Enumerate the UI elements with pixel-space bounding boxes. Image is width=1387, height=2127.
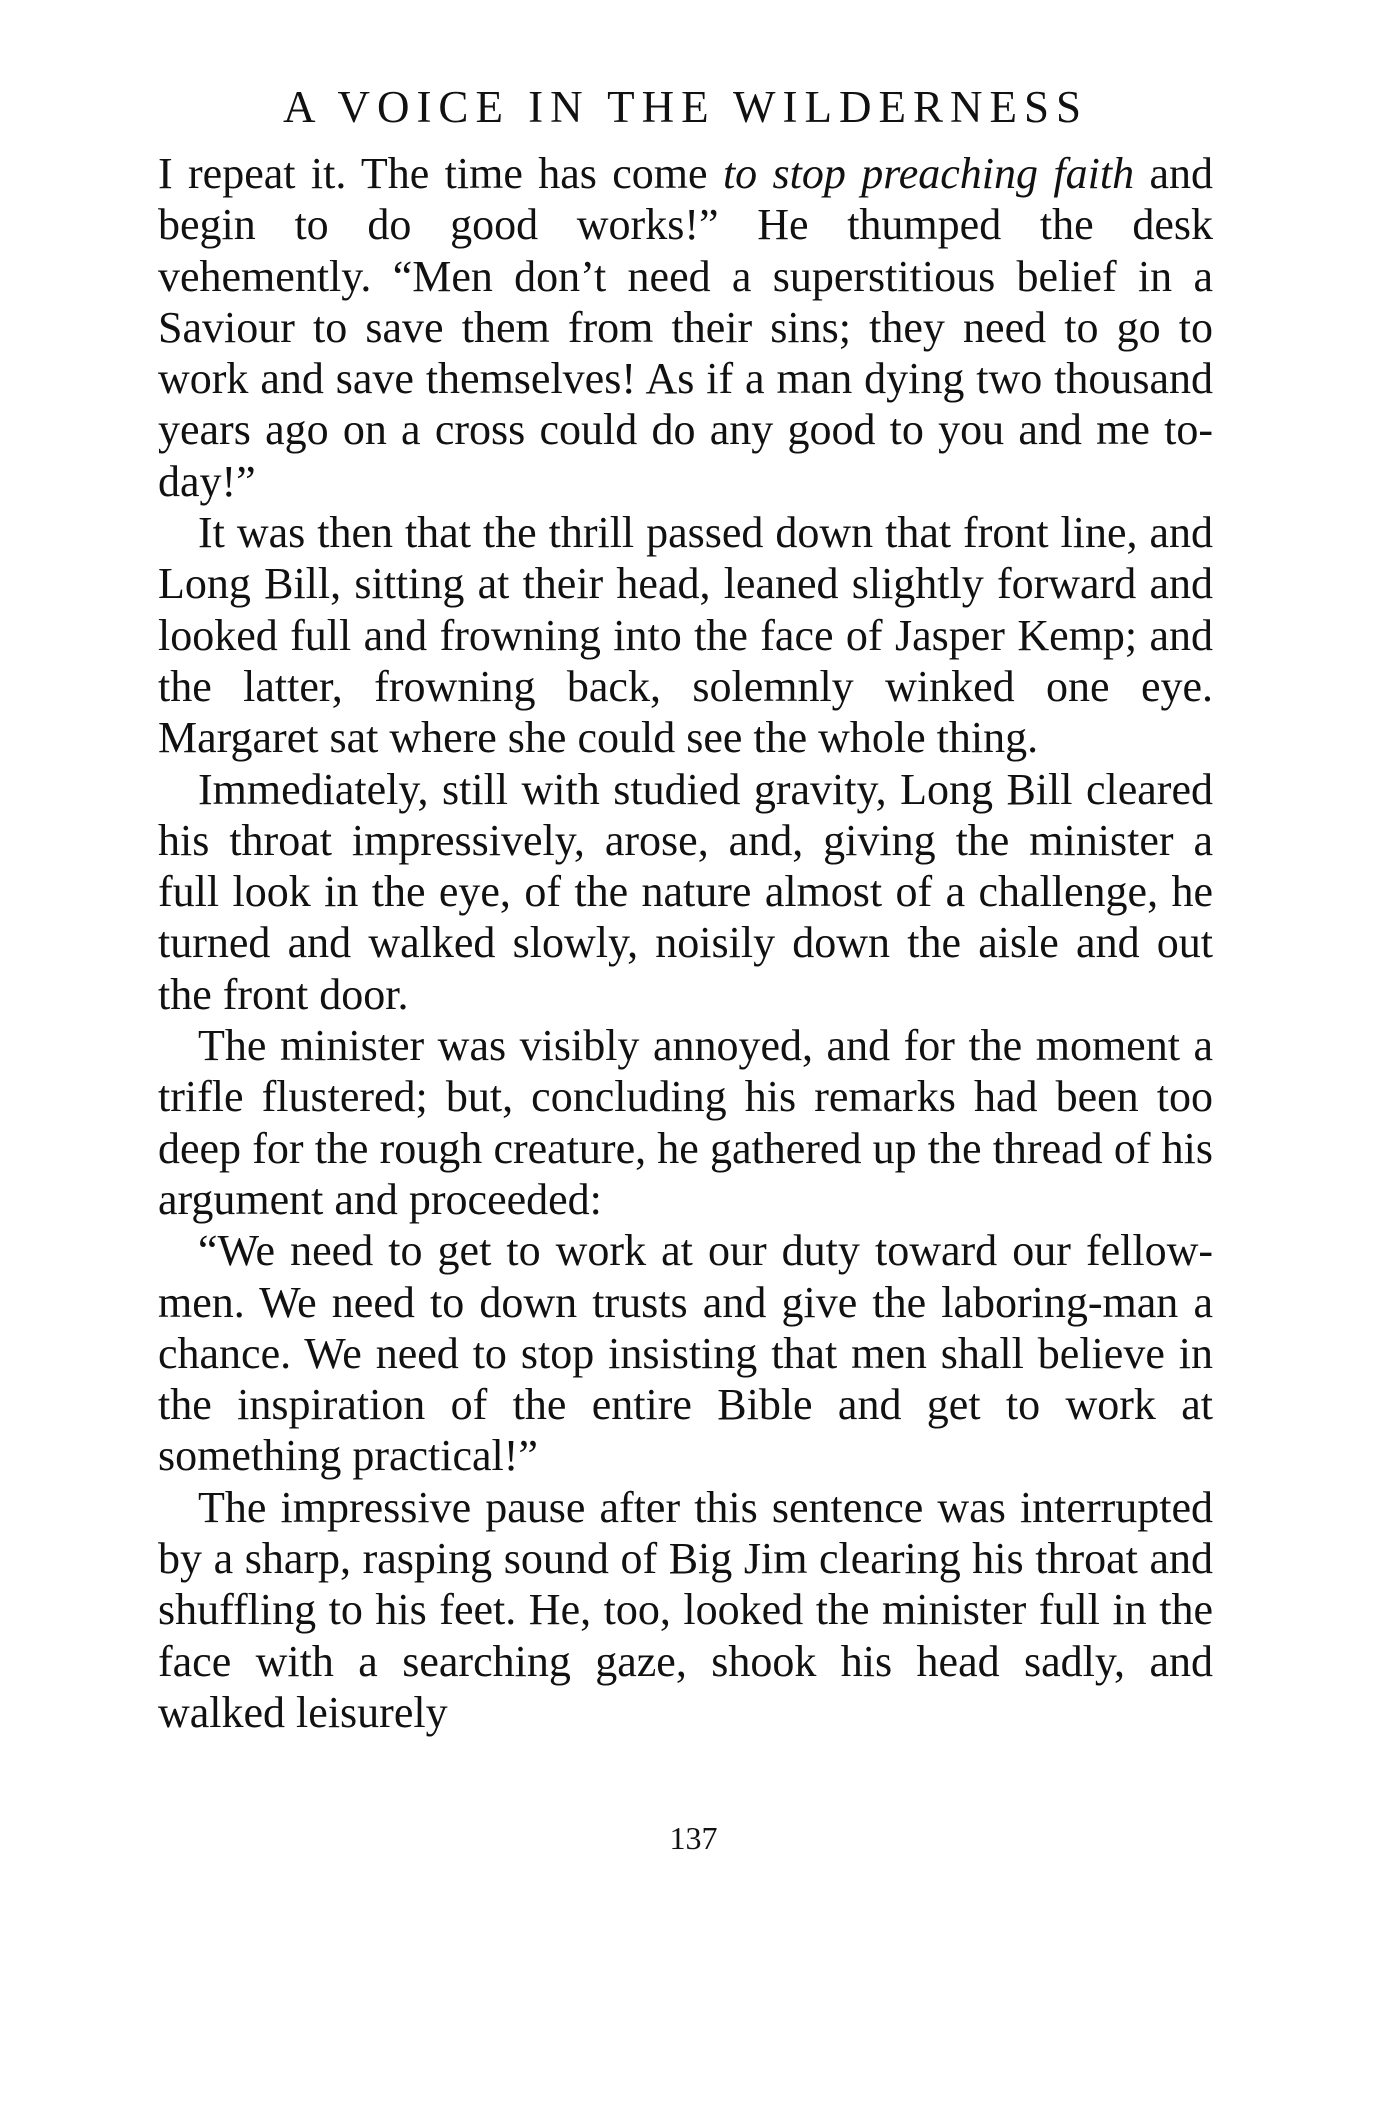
text-segment: Immediately, still with studied gravity, Long Bill cleared his throat impressively, arose, and, giving the minister a full look in the eye, of the nature almost of a challenge, he turned and walked slowly, noisily down the aisle and out the front door. (158, 764, 1213, 1019)
paragraph (158, 1020, 1213, 1225)
text-segment: It was then that the thrill passed down that front line, and Long Bill, sitting at their head, leaned slightly forward and looked full and frowning into the face of Jasper Kemp; and the latter, frowning back, solemnly winked one eye. Margaret sat where she could see the whole thing. (158, 508, 1213, 763)
text-segment: I repeat it. The time has come (158, 149, 723, 198)
text-segment: and begin to do good works!” He thumped the desk vehemently. “Men don’t need a superstitious belief in a Saviour to save them from their sins; they need to go to work and save themselves! As if a man dying two thousand years ago on a cross could do any good to you and me to-day!” (158, 149, 1213, 506)
book-page (158, 78, 1213, 1738)
paragraph (158, 148, 1213, 507)
body-text (158, 148, 1213, 1738)
paragraph (158, 1482, 1213, 1738)
text-segment: “We need to get to work at our duty toward our fellow-men. We need to down trusts and give the laboring-man a chance. We need to stop insisting that men shall believe in the inspiration of the entire Bible and get to work at something practical!” (158, 1226, 1213, 1481)
paragraph (158, 507, 1213, 763)
paragraph (158, 764, 1213, 1020)
italic-text-segment: to stop preaching faith (722, 149, 1135, 198)
running-head: A VOICE IN THE WILDERNESS (283, 82, 1088, 132)
text-segment: The impressive pause after this sentence was interrupted by a sharp, rasping sound of Big Jim clearing his throat and shuffling to his feet. He, too, looked the minister full in the face with a searching gaze, shook his head sadly, and walked leisurely (158, 1482, 1213, 1737)
paragraph (158, 1225, 1213, 1481)
text-segment: The minister was visibly annoyed, and for the moment a trifle flustered; but, concluding his remarks had been too deep for the rough creature, he gathered up the thread of his argument and proceeded: (158, 1021, 1213, 1224)
page-number: 137 (669, 1820, 718, 1856)
